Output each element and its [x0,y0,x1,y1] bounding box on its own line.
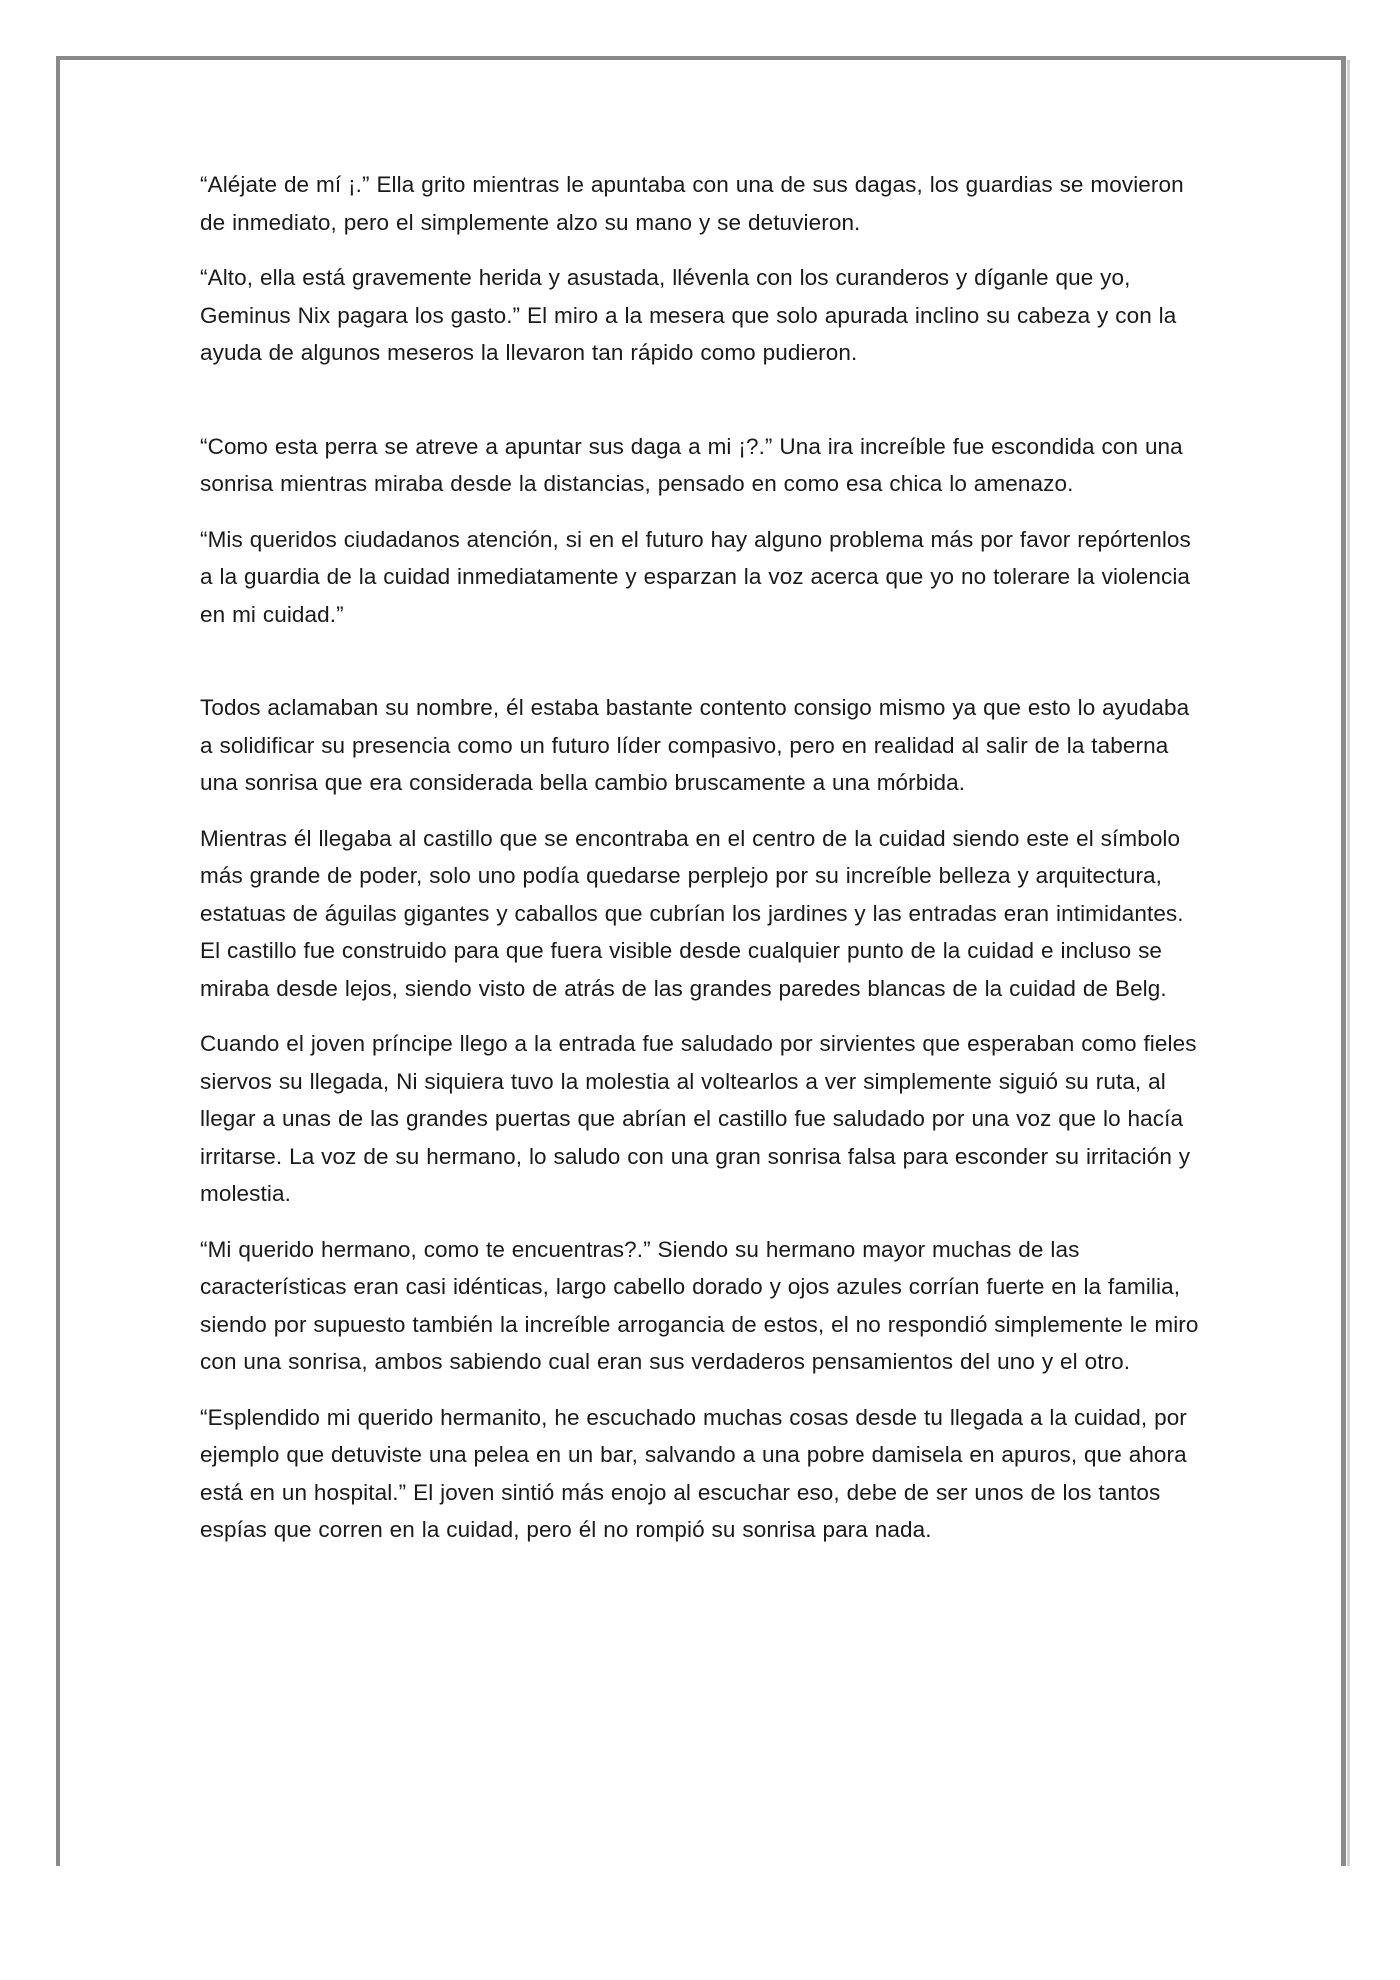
paragraph-3: “Como esta perra se atreve a apuntar sus daga a mi ¡?.” Una ira increíble fue escondida con una sonrisa mientras miraba desde la distancias, pensado en como esa chica lo amenazo. [200,433,1183,496]
paragraph-4: “Mis queridos ciudadanos atención, si en el futuro hay alguno problema más por favor repórtenlos a la guardia de la cuidad inmediatamente y esparzan la voz acerca que yo no tolerare la violencia en mi cuidad.” [200,526,1191,627]
paragraph-9: “Esplendido mi querido hermanito, he escuchado muchas cosas desde tu llegada a la cuidad, por ejemplo que detuviste una pelea en un bar, salvando a una pobre damisela en apuros, que ahora está en un hospital.” El joven sintió más enojo al escuchar eso, debe de ser unos de los tantos espías que corren en la cuidad, pero él no rompió su sonrisa para nada. [200,1404,1187,1542]
paragraph-7: Cuando el joven príncipe llego a la entrada fue saludado por sirvientes que esperaban como fieles siervos su llegada, Ni siquiera tuvo la molestia al voltearlos a ver simplemente siguió su ruta, al llegar a unas de las grandes puertas que abrían el castillo fue saludado por una voz que lo hacía irritarse. La voz de su hermano, lo saludo con una gran sonrisa falsa para esconder su irritación y molestia. [200,1031,1197,1206]
paragraph-6: Mientras él llegaba al castillo que se encontraba en el centro de la cuidad siendo este el símbolo más grande de poder, solo uno podía quedarse perplejo por su increíble belleza y arquitectura, estatuas de águilas gigantes y caballos que cubrían los jardines y las entradas eran intimidantes. El castillo fue construido para que fuera visible desde cualquier punto de la cuidad e incluso se miraba desde lejos, siendo visto de atrás de las grandes paredes blancas de la cuidad de Belg. [200,825,1184,1001]
paragraph-1: “Aléjate de mí ¡.” Ella grito mientras le apuntaba con una de sus dagas, los guardias se movieron de inmediato, pero el simplemente alzo su mano y se detuvieron. [200,172,1184,235]
paragraph-5: Todos aclamaban su nombre, él estaba bastante contento consigo mismo ya que esto lo ayudaba a solidificar su presencia como un futuro líder compasivo, pero en realidad al salir de la taberna una sonrisa que era considerada bella cambio bruscamente a una mórbida. [200,695,1190,795]
document-body [200,166,1205,1549]
paragraph-8: “Mi querido hermano, como te encuentras?.” Siendo su hermano mayor muchas de las características eran casi idénticas, largo cabello dorado y ojos azules corrían fuerte en la familia, siendo por supuesto también la increíble arrogancia de estos, el no respondió simplemente le miro con una sonrisa, ambos sabiendo cual eran sus verdaderos pensamientos del uno y el otro. [200,1236,1199,1374]
paragraph-2: “Alto, ella está gravemente herida y asustada, llévenla con los curanderos y díganle que yo, Geminus Nix pagara los gasto.” El miro a la mesera que solo apurada inclino su cabeza y con la ayuda de algunos meseros la llevaron tan rápido como pudieron. [200,265,1177,365]
